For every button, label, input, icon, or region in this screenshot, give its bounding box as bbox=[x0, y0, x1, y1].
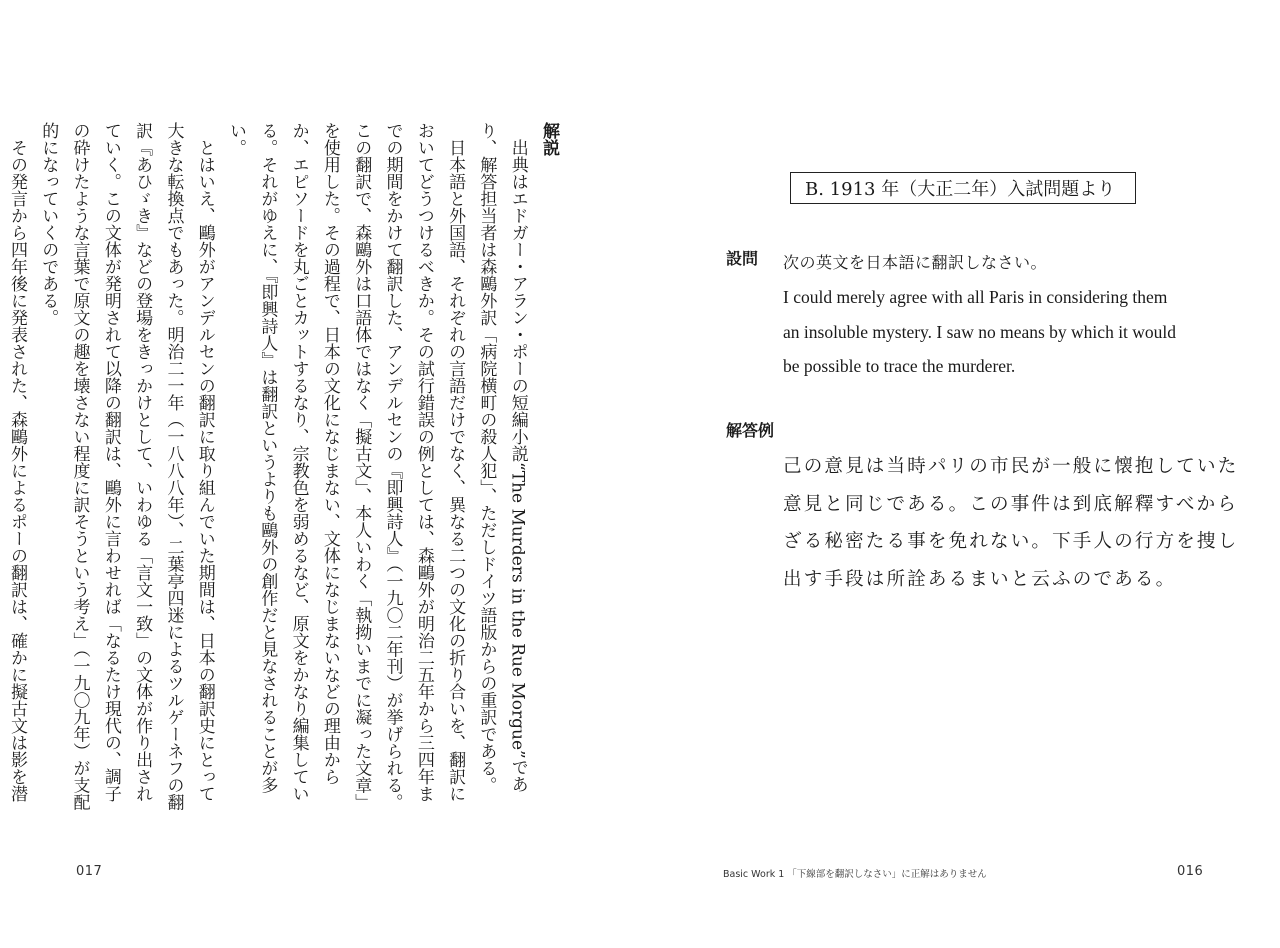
commentary-paragraph-2: 日本語と外国語、それぞれの言語だけでなく、異なる二つの文化の折り合いを、翻訳においてどうつけるべきか。その試行錯誤の例としては、森鷗外が明治二五年から三四年までの期間をかけて翻訳した、アンデルセンの『即興詩人』（一九〇二年刊）が挙げられる。この翻訳で、森鷗外は口語体ではなく「擬古文」、本人いわく「執拗いまでに凝った文章」を使用した。その過程で、日本の文化になじまない、文体になじまないなどの理由からか、エピソードを丸ごとカットするなり、宗教色を弱めるなど、原文をかなり編集している。それがゆえに、『即興詩人』は翻訳というよりも鷗外の創作だと見なされることが多い。 bbox=[226, 122, 466, 811]
answer-line-1: 己の意見は当時パリの市民が一般に懐抱していた bbox=[783, 456, 1239, 477]
page-number-right: 016 bbox=[1177, 864, 1204, 879]
question-english-line-1: I could merely agree with all Paris in considering them bbox=[783, 287, 1168, 307]
commentary-column bbox=[6, 122, 564, 842]
commentary-text bbox=[6, 122, 564, 812]
right-page bbox=[640, 0, 1280, 948]
answer-line-4: 出す手段は所詮あるまいと云ふのである。 bbox=[783, 569, 1177, 591]
answer-body bbox=[783, 448, 1239, 599]
running-head: Basic Work 1 「下線部を翻訳しなさい」に正解はありません bbox=[723, 869, 987, 880]
question-english-line-3: be possible to trace the murderer. bbox=[783, 356, 1016, 376]
exam-title-box bbox=[790, 172, 1136, 204]
answer-label: 解答例 bbox=[726, 421, 775, 440]
commentary-paragraph-1: 出典はエドガー・アラン・ポーの短編小説“The Murders in the Rue Morgue”であり、解答担当者は森鷗外訳「病院横町の殺人犯」、ただしドイツ語版からの重訳である。 bbox=[476, 122, 528, 794]
commentary-paragraph-3: とはいえ、鷗外がアンデルセンの翻訳に取り組んでいた期間は、日本の翻訳史にとって大きな転換点でもあった。明治二一年（一八八八年）、二葉亭四迷によるツルゲーネフの翻訳『あひゞき』などの登場をきっかけとして、いわゆる「言文一致」の文体が作り出されていく。この文体が発明されて以降の翻訳は、鷗外に言わせれば「なるたけ現代の、調子の砕けたような言葉で原文の趣を壊さない程度に訳そうという考え」（一九〇九年）が支配的になっていくのである。 bbox=[38, 122, 215, 811]
commentary-paragraph-4: その発言から四年後に発表された、森鷗外によるポーの翻訳は、確かに擬古文は影を潜 bbox=[6, 139, 27, 802]
question-body bbox=[783, 246, 1223, 384]
answer-line-3: ざる秘密たる事を免れない。下手人の行方を捜し bbox=[783, 531, 1239, 553]
exam-title: B. 1913 年（大正二年）入試問題より bbox=[805, 179, 1116, 200]
question-instruction: 次の英文を日本語に翻訳しなさい。 bbox=[783, 253, 1048, 272]
question-label: 設問 bbox=[726, 249, 759, 268]
answer-line-2: 意見と同じである。この事件は到底解釋すべから bbox=[783, 493, 1239, 515]
page-number-left: 017 bbox=[76, 864, 103, 879]
question-english-line-2: an insoluble mystery. I saw no means by which it would bbox=[783, 321, 1177, 342]
commentary-heading: 解説 bbox=[539, 122, 559, 156]
